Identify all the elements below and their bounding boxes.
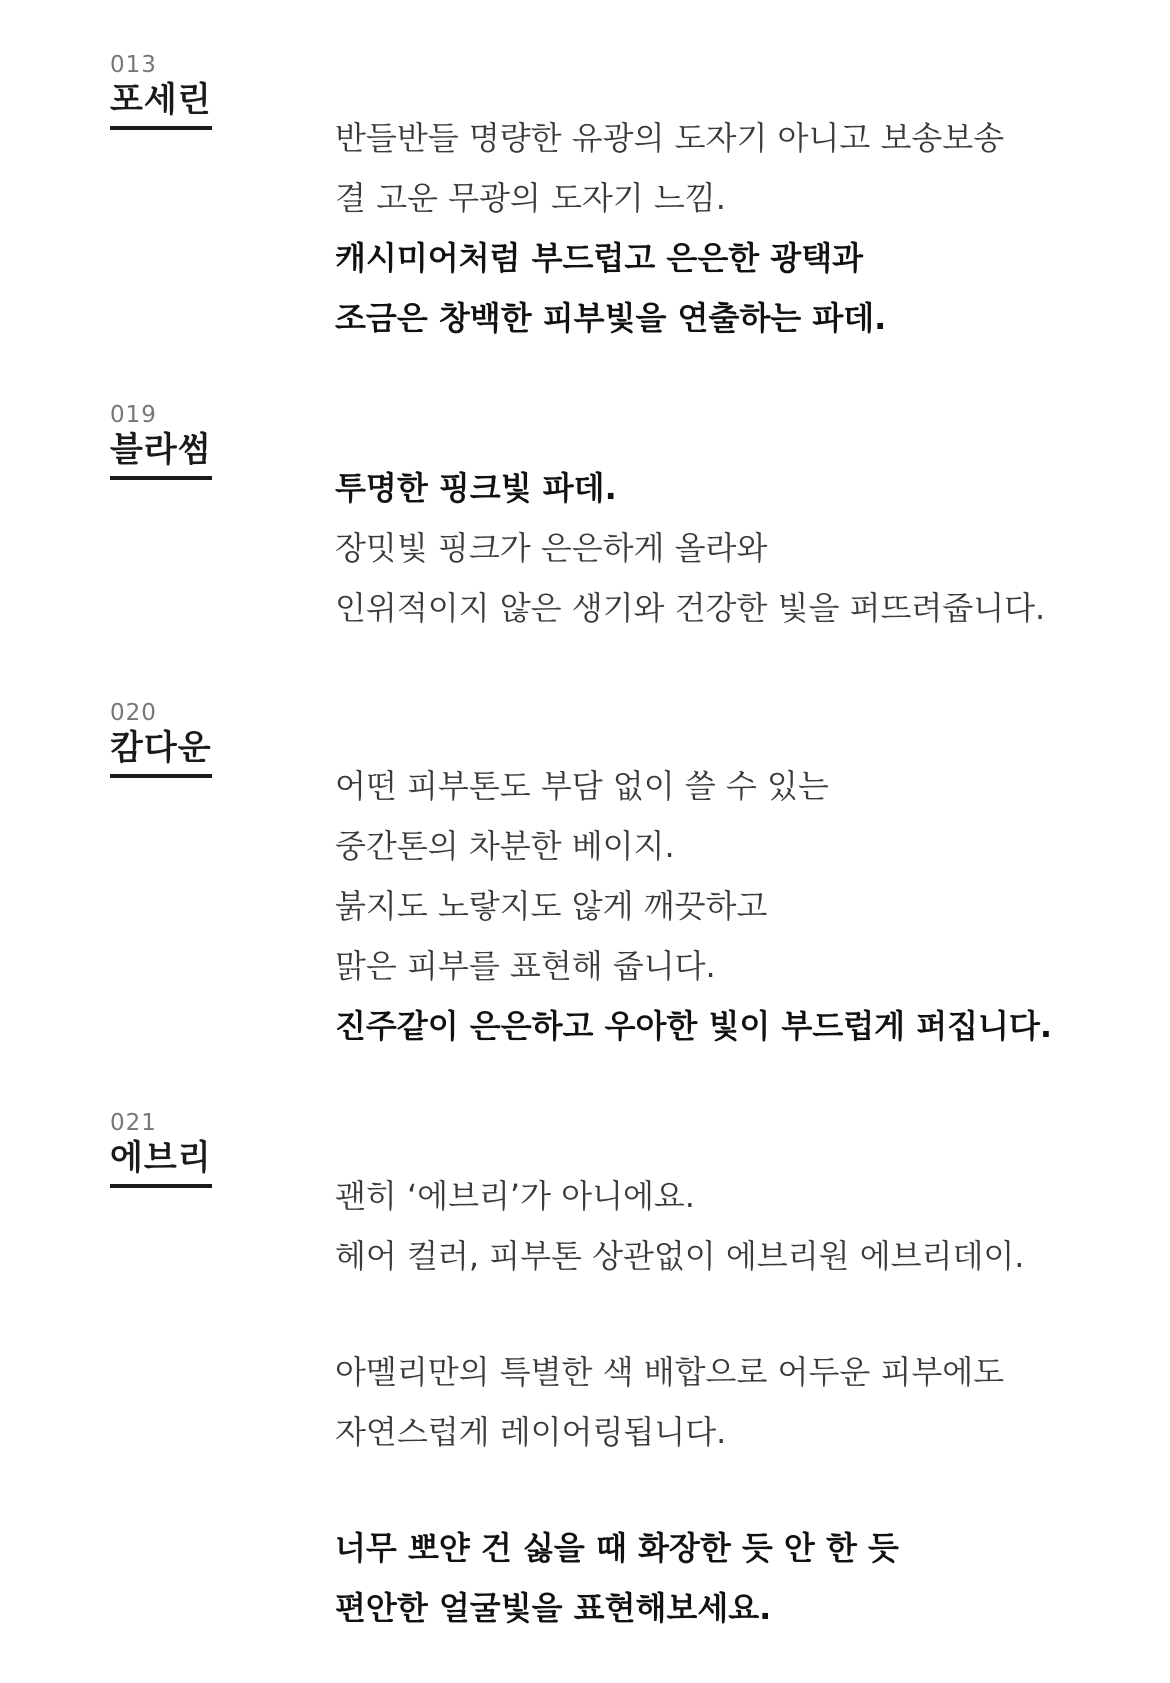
description-line-emphasis: 투명한 핑크빛 파데. xyxy=(335,469,617,507)
description-line-emphasis: 조금은 창백한 피부빛을 연출하는 파데. xyxy=(335,299,887,337)
paragraph-spacer xyxy=(335,1462,1135,1518)
shade-label xyxy=(110,52,212,130)
description-line: 맑은 피부를 표현해 줍니다. xyxy=(335,947,716,985)
description-line-emphasis: 진주같이 은은하고 우아한 빛이 부드럽게 퍼집니다. xyxy=(335,1007,1053,1045)
description-line: 장밋빛 핑크가 은은하게 올라와 xyxy=(335,529,768,567)
shade-code: 013 xyxy=(110,52,157,78)
description-line-emphasis: 캐시미어처럼 부드럽고 은은한 광택과 xyxy=(335,239,864,277)
description-line: 결 고운 무광의 도자기 느낌. xyxy=(335,179,726,217)
description-line: 자연스럽게 레이어링됩니다. xyxy=(335,1413,727,1451)
description-line-emphasis: 편안한 얼굴빛을 표현해보세요. xyxy=(335,1589,772,1627)
shade-name: 포세린 xyxy=(110,78,212,130)
shade-label xyxy=(110,700,212,778)
shade-description xyxy=(335,108,1135,348)
description-line: 인위적이지 않은 생기와 건강한 빛을 퍼뜨려줍니다. xyxy=(335,589,1046,627)
shade-name: 블라썸 xyxy=(110,428,212,480)
paragraph-spacer xyxy=(335,1286,1135,1342)
shade-label xyxy=(110,402,212,480)
shade-code: 019 xyxy=(110,402,157,428)
description-line-emphasis: 너무 뽀얀 건 싫을 때 화장한 듯 안 한 듯 xyxy=(335,1529,899,1567)
shade-description xyxy=(335,1166,1135,1638)
shade-code: 021 xyxy=(110,1110,157,1136)
description-line: 반들반들 명량한 유광의 도자기 아니고 보송보송 xyxy=(335,119,1005,157)
description-line: 괜히 ‘에브리’가 아니에요. xyxy=(335,1177,695,1215)
description-line: 어떤 피부톤도 부담 없이 쓸 수 있는 xyxy=(335,767,829,805)
shade-description xyxy=(335,756,1135,1056)
description-line: 아멜리만의 특별한 색 배합으로 어두운 피부에도 xyxy=(335,1353,1005,1391)
shade-label xyxy=(110,1110,212,1188)
description-line: 중간톤의 차분한 베이지. xyxy=(335,827,675,865)
description-line: 헤어 컬러, 피부톤 상관없이 에브리원 에브리데이. xyxy=(335,1237,1025,1275)
shade-name: 에브리 xyxy=(110,1136,212,1188)
shade-name: 캄다운 xyxy=(110,726,212,778)
description-line: 붉지도 노랗지도 않게 깨끗하고 xyxy=(335,887,768,925)
shade-code: 020 xyxy=(110,700,157,726)
shade-description xyxy=(335,458,1135,638)
